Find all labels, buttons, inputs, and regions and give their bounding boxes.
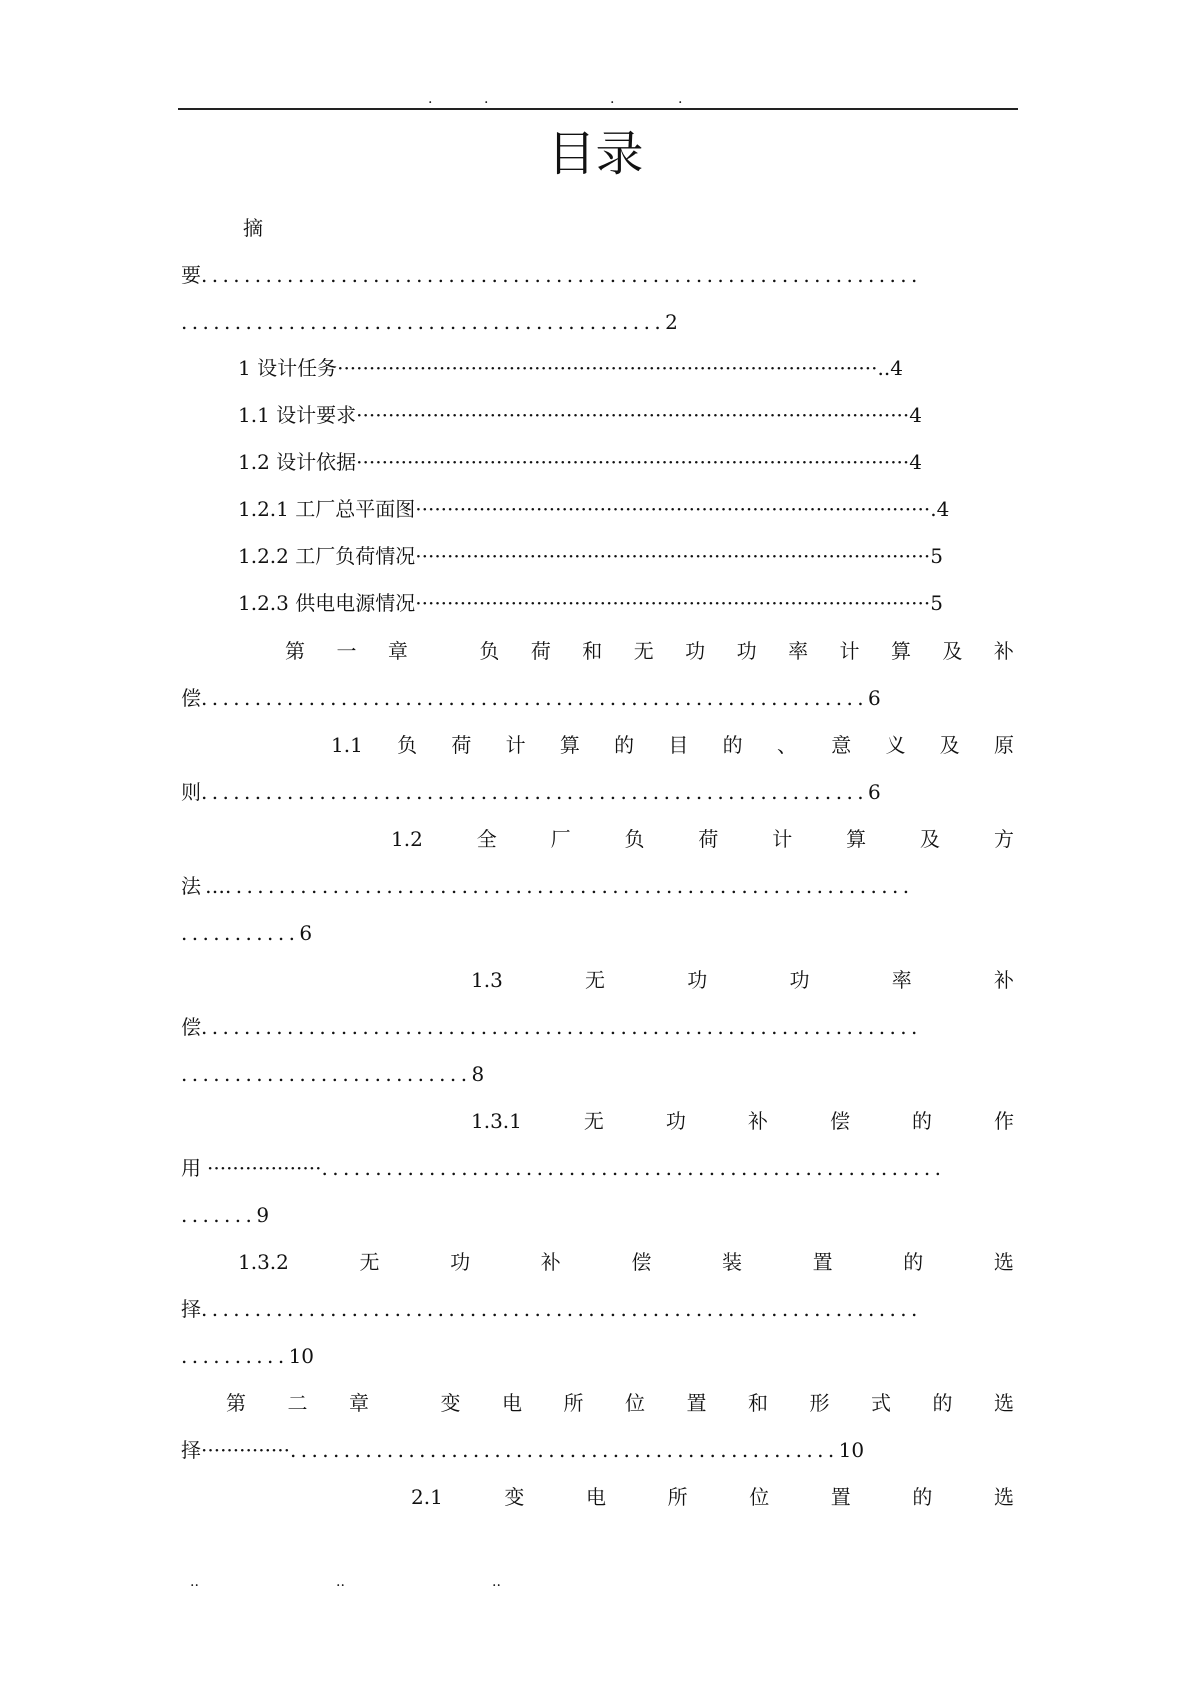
toc-word: 的 (912, 1485, 933, 1509)
toc-entry-power[interactable] (238, 588, 1014, 618)
toc-section-1-1-heading[interactable] (331, 730, 1014, 760)
toc-word: 计 (839, 639, 860, 663)
toc-page-number: 6 (867, 686, 881, 710)
toc-abstract-char: 摘 (243, 216, 263, 240)
toc-word: 变 (440, 1391, 461, 1415)
toc-page-number: 6 (299, 921, 313, 945)
toc-word: 1.1 (331, 733, 363, 757)
footer-mark: .. (492, 1574, 501, 1590)
toc-section-1-3-2-heading[interactable] (238, 1247, 1014, 1277)
toc-word: 选 (993, 1250, 1014, 1274)
toc-section-1-1-cont[interactable] (181, 777, 881, 807)
toc-entry-design-req[interactable] (238, 400, 1014, 430)
toc-word: 荷 (530, 639, 551, 663)
toc-word: 负 (624, 827, 645, 851)
toc-word: 计 (505, 733, 526, 757)
toc-word: 计 (772, 827, 793, 851)
toc-word: 电 (586, 1485, 606, 1509)
toc-entry-label: 1 设计任务 (238, 356, 338, 380)
toc-chapter1-heading[interactable] (285, 636, 1014, 666)
toc-word: 电 (502, 1391, 522, 1415)
toc-section-1-3-1-cont[interactable] (181, 1153, 1014, 1183)
toc-word: 位 (625, 1391, 645, 1415)
toc-word: 置 (812, 1250, 833, 1274)
toc-leader: ........... (181, 921, 300, 945)
header-rule (178, 108, 1018, 110)
toc-section-1-3-1-heading[interactable] (471, 1106, 1014, 1136)
toc-word: 法 (181, 874, 201, 898)
toc-page-number: 10 (838, 1438, 865, 1462)
footer-mark: .. (336, 1574, 345, 1590)
toc-section-1-2-cont2[interactable] (181, 918, 312, 948)
toc-word: 形 (809, 1391, 830, 1415)
toc-word: 的 (911, 1109, 932, 1133)
toc-word: 用 (181, 1156, 201, 1180)
toc-word: 功 (789, 968, 810, 992)
toc-leader: ······················································································· (356, 403, 910, 427)
footer-mark: .. (190, 1574, 199, 1590)
toc-word: 负 (397, 733, 418, 757)
toc-word: 则 (181, 780, 201, 804)
toc-word: 意 (831, 733, 852, 757)
toc-word: 及 (939, 733, 960, 757)
toc-word: 章 (349, 1391, 369, 1415)
toc-word: 算 (559, 733, 580, 757)
toc-word: 原 (994, 733, 1014, 757)
toc-word: 功 (736, 639, 757, 663)
toc-word: 第 (226, 1391, 246, 1415)
toc-entry-design-task[interactable] (238, 353, 1014, 383)
toc-word: 的 (932, 1391, 953, 1415)
toc-chapter1-cont[interactable] (181, 683, 881, 713)
toc-word: 无 (585, 968, 606, 992)
toc-section-2-1-heading[interactable] (411, 1482, 1014, 1512)
toc-leader: ·················································································. (415, 497, 937, 521)
toc-word: 无 (359, 1250, 380, 1274)
toc-page-number: 4 (936, 497, 950, 521)
toc-section-1-2-heading[interactable] (391, 824, 1014, 854)
toc-word: 作 (993, 1109, 1014, 1133)
toc-word: 补 (540, 1250, 561, 1274)
toc-leader: ........................... (181, 1062, 472, 1086)
toc-leader: .......... (181, 1344, 289, 1368)
toc-word: 及 (920, 827, 941, 851)
toc-word: 偿 (181, 1015, 201, 1039)
toc-leader: .......................................................... (321, 1156, 946, 1180)
toc-leader: ............................................. (181, 310, 666, 334)
toc-entry-label: 1.2.3 供电电源情况 (238, 591, 416, 615)
toc-leader: ·····················································································.. (337, 356, 891, 380)
toc-abstract-line1 (243, 213, 263, 243)
toc-section-1-3-1-cont2[interactable] (181, 1200, 269, 1230)
toc-word: 及 (942, 639, 963, 663)
toc-entry-label: 1.2 设计依据 (238, 450, 357, 474)
toc-leader: ................................................................ (225, 874, 914, 898)
toc-word: 位 (749, 1485, 770, 1509)
toc-word: 偿 (631, 1250, 652, 1274)
toc-page-number: 5 (930, 591, 943, 615)
toc-word: 算 (846, 827, 867, 851)
toc-word: 第 (285, 639, 305, 663)
toc-word: 、 (776, 733, 797, 757)
toc-word: 荷 (451, 733, 472, 757)
toc-page-number: 4 (909, 403, 923, 427)
toc-word: 择 (181, 1438, 201, 1462)
toc-abstract-char2: 要 (181, 263, 201, 287)
toc-leader: .............................................................. (201, 686, 868, 710)
toc-word: 算 (890, 639, 911, 663)
toc-page-number: 9 (256, 1203, 270, 1227)
toc-word: 补 (993, 968, 1014, 992)
toc-leader: .............................................................. (201, 780, 868, 804)
toc-word: 功 (665, 1109, 686, 1133)
toc-word: 率 (891, 968, 912, 992)
toc-word: 率 (788, 639, 809, 663)
toc-chapter2-heading[interactable] (226, 1388, 1014, 1418)
toc-word: 二 (287, 1391, 308, 1415)
toc-word: 目 (668, 733, 689, 757)
toc-word: 2.1 (411, 1485, 443, 1509)
toc-word: 功 (685, 639, 706, 663)
toc-page-number: 10 (288, 1344, 315, 1368)
toc-word: 1.3.1 (471, 1109, 522, 1133)
toc-word: 偿 (829, 1109, 850, 1133)
toc-word: 1.2 (391, 827, 423, 851)
toc-word: 选 (993, 1485, 1014, 1509)
toc-entry-label: 1.1 设计要求 (238, 403, 357, 427)
toc-section-1-3-2-cont[interactable] (181, 1294, 1014, 1324)
toc-word: 和 (748, 1391, 768, 1415)
toc-word: 1.3 (471, 968, 503, 992)
toc-section-1-3-cont2[interactable] (181, 1059, 484, 1089)
toc-leader: ················································································· (415, 591, 931, 615)
toc-chapter2-cont[interactable] (181, 1435, 864, 1465)
toc-word: 厂 (550, 827, 571, 851)
toc-leader: ................................................................... (201, 263, 922, 287)
toc-page-number: 2 (665, 310, 678, 334)
toc-word: 无 (583, 1109, 604, 1133)
toc-word: 一 (336, 639, 357, 663)
toc-word: 选 (994, 1391, 1014, 1415)
toc-page-number: 5 (930, 544, 943, 568)
toc-entry-label: 1.2.2 工厂负荷情况 (238, 544, 416, 568)
toc-word: 的 (614, 733, 635, 757)
page-footer (190, 1572, 590, 1592)
toc-word: 方 (993, 827, 1014, 851)
header-dots (178, 92, 1018, 106)
toc-leader: ················································································· (415, 544, 931, 568)
toc-entry-design-basis[interactable] (238, 447, 1014, 477)
toc-word: 全 (476, 827, 497, 851)
toc-word: 所 (667, 1485, 688, 1509)
toc-word: 无 (633, 639, 654, 663)
header-dot: . (484, 91, 489, 107)
toc-section-1-3-2-cont2[interactable] (181, 1341, 314, 1371)
toc-word: 章 (387, 639, 408, 663)
toc-word: 的 (903, 1250, 924, 1274)
toc-section-1-3-cont[interactable] (181, 1012, 1014, 1042)
toc-leader: ................................................................... (201, 1015, 922, 1039)
toc-abstract-line3[interactable] (181, 307, 678, 337)
toc-word: 功 (687, 968, 708, 992)
toc-leader: ....... (181, 1203, 257, 1227)
toc-page-number: 4 (909, 450, 923, 474)
toc-page-number: 6 (867, 780, 881, 804)
toc-leader: ................................................................... (201, 1297, 922, 1321)
header-dot: . (678, 91, 683, 107)
toc-entry-plan[interactable] (238, 494, 1014, 524)
toc-word: 装 (722, 1250, 743, 1274)
toc-word: 和 (582, 639, 603, 663)
toc-word: 变 (504, 1485, 525, 1509)
toc-abstract-line2[interactable] (181, 260, 1014, 290)
toc-word: 义 (885, 733, 906, 757)
page-title: 目录 (547, 126, 644, 182)
header-dot: . (428, 91, 433, 107)
toc-leader: ................................................... (290, 1438, 839, 1462)
toc-leader: … (205, 874, 225, 898)
toc-leader: ·············· (201, 1438, 291, 1462)
toc-word: 的 (722, 733, 743, 757)
toc-word: 偿 (181, 686, 201, 710)
toc-entry-load[interactable] (238, 541, 1014, 571)
toc-entry-label: 1.2.1 工厂总平面图 (238, 497, 416, 521)
toc-word: 荷 (698, 827, 719, 851)
toc-section-1-3-heading[interactable] (471, 965, 1014, 995)
toc-leader: ·················· (207, 1156, 322, 1180)
toc-word: 1.3.2 (238, 1250, 289, 1274)
toc-word: 负 (479, 639, 500, 663)
toc-word: 功 (450, 1250, 471, 1274)
header-dot: . (610, 91, 615, 107)
toc-word: 补 (993, 639, 1014, 663)
toc-word: 式 (871, 1391, 891, 1415)
toc-word: 置 (686, 1391, 707, 1415)
toc-word: 补 (747, 1109, 768, 1133)
toc-page-number: 8 (471, 1062, 485, 1086)
toc-page-number: 4 (890, 356, 903, 380)
toc-section-1-2-cont[interactable] (181, 871, 1014, 901)
toc-word: 置 (830, 1485, 851, 1509)
toc-leader: ······················································································· (356, 450, 910, 474)
toc-word: 择 (181, 1297, 201, 1321)
toc-word: 所 (563, 1391, 584, 1415)
